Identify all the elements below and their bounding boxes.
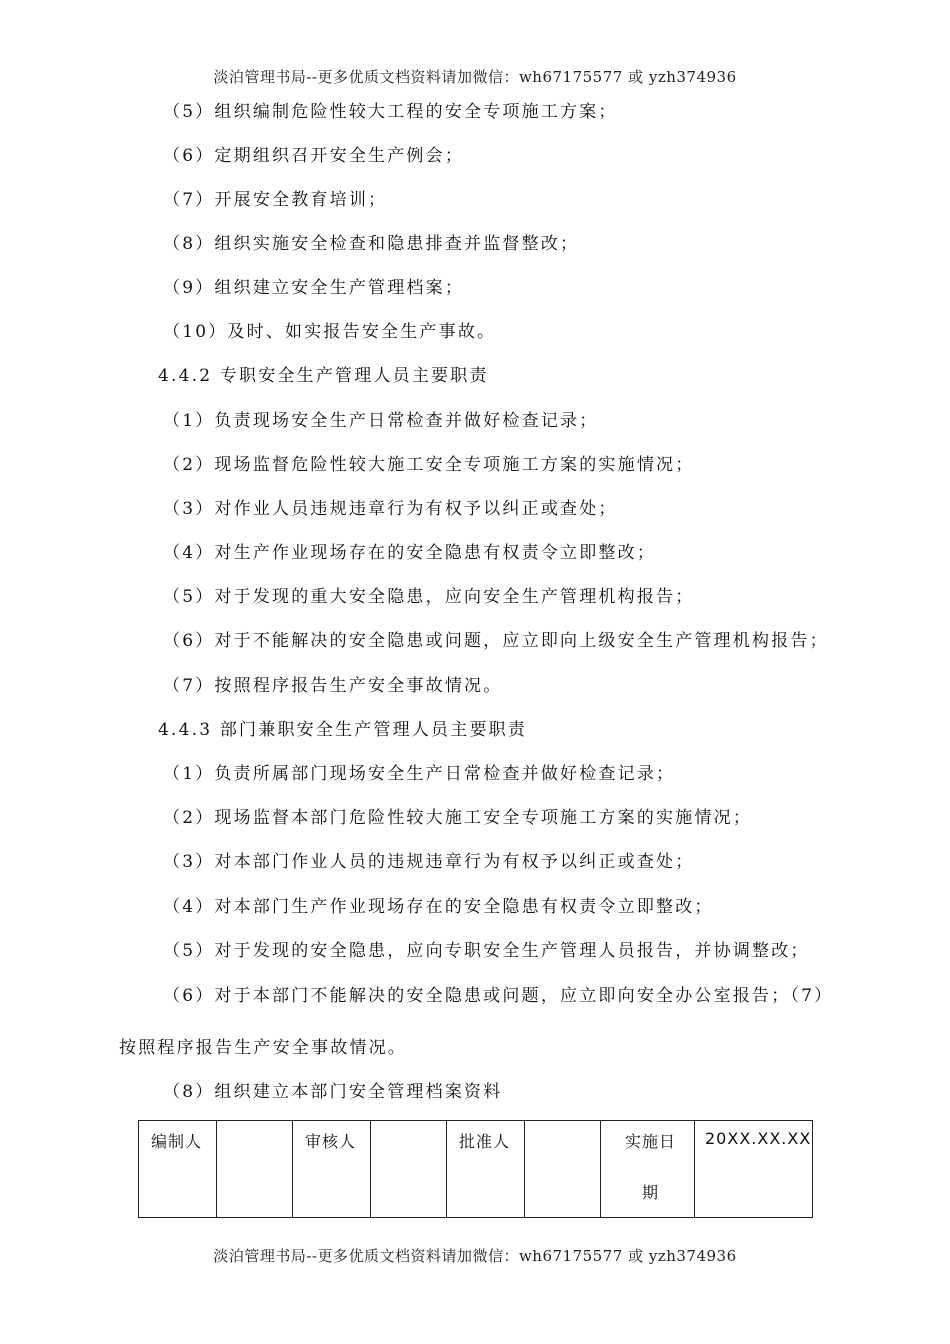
duty-item: （7）开展安全教育培训；: [163, 190, 388, 210]
duty-item: （5）对于发现的重大安全隐患，应向安全生产管理机构报告；: [163, 587, 695, 607]
effective-date-label-line1: 实施日: [624, 1132, 676, 1151]
page-header: 淡泊管理书局--更多优质文档资料请加微信：wh67175577 或 yzh374936: [213, 68, 737, 86]
duty-item: （3）对本部门作业人员的违规违章行为有权予以纠正或查处；: [163, 852, 695, 872]
effective-date-label: [601, 1121, 695, 1218]
prepared-by-value: [217, 1121, 293, 1218]
reviewed-by-value: [371, 1121, 447, 1218]
effective-date-value: 20XX.XX.XX: [695, 1121, 813, 1218]
page-footer: 淡泊管理书局--更多优质文档资料请加微信：wh67175577 或 yzh374936: [213, 1247, 737, 1265]
approved-by-label: 批准人: [447, 1121, 525, 1218]
effective-date-label-line2: 期: [641, 1183, 659, 1202]
duty-item: （8）组织实施安全检查和隐患排查并监督整改；: [163, 234, 580, 254]
duty-item: （6）对于本部门不能解决的安全隐患或问题，应立即向安全办公室报告；（7）: [163, 986, 834, 1006]
duty-item: （1）负责现场安全生产日常检查并做好检查记录；: [163, 411, 599, 431]
duty-item: （4）对本部门生产作业现场存在的安全隐患有权责令立即整改；: [163, 897, 714, 917]
duty-item: （5）组织编制危险性较大工程的安全专项施工方案；: [163, 102, 618, 122]
duty-item: （6）对于不能解决的安全隐患或问题，应立即向上级安全生产管理机构报告；: [163, 631, 829, 651]
signature-table: [138, 1120, 813, 1218]
duty-item: （4）对生产作业现场存在的安全隐患有权责令立即整改；: [163, 543, 657, 563]
duty-item: （10）及时、如实报告安全生产事故。: [163, 322, 497, 342]
prepared-by-label: 编制人: [139, 1121, 217, 1218]
approved-by-value: [525, 1121, 601, 1218]
duty-item: （8）组织建立本部门安全管理档案资料: [163, 1082, 503, 1102]
duty-item: （5）对于发现的安全隐患，应向专职安全生产管理人员报告，并协调整改；: [163, 941, 810, 961]
duty-item: （2）现场监督本部门危险性较大施工安全专项施工方案的实施情况；: [163, 808, 753, 828]
duty-item: （3）对作业人员违规违章行为有权予以纠正或查处；: [163, 499, 618, 519]
duty-item: （9）组织建立安全生产管理档案；: [163, 278, 465, 298]
section-heading-4-4-2: 4.4.2 专职安全生产管理人员主要职责: [158, 366, 489, 386]
reviewed-by-label: 审核人: [293, 1121, 371, 1218]
duty-item: （6）定期组织召开安全生产例会；: [163, 146, 465, 166]
duty-item-continuation: 按照程序报告生产安全事故情况。: [119, 1038, 407, 1058]
duty-item: （1）负责所属部门现场安全生产日常检查并做好检查记录；: [163, 764, 676, 784]
section-heading-4-4-3: 4.4.3 部门兼职安全生产管理人员主要职责: [158, 720, 528, 740]
duty-item: （7）按照程序报告生产安全事故情况。: [163, 676, 503, 696]
duty-item: （2）现场监督危险性较大施工安全专项施工方案的实施情况；: [163, 455, 695, 475]
